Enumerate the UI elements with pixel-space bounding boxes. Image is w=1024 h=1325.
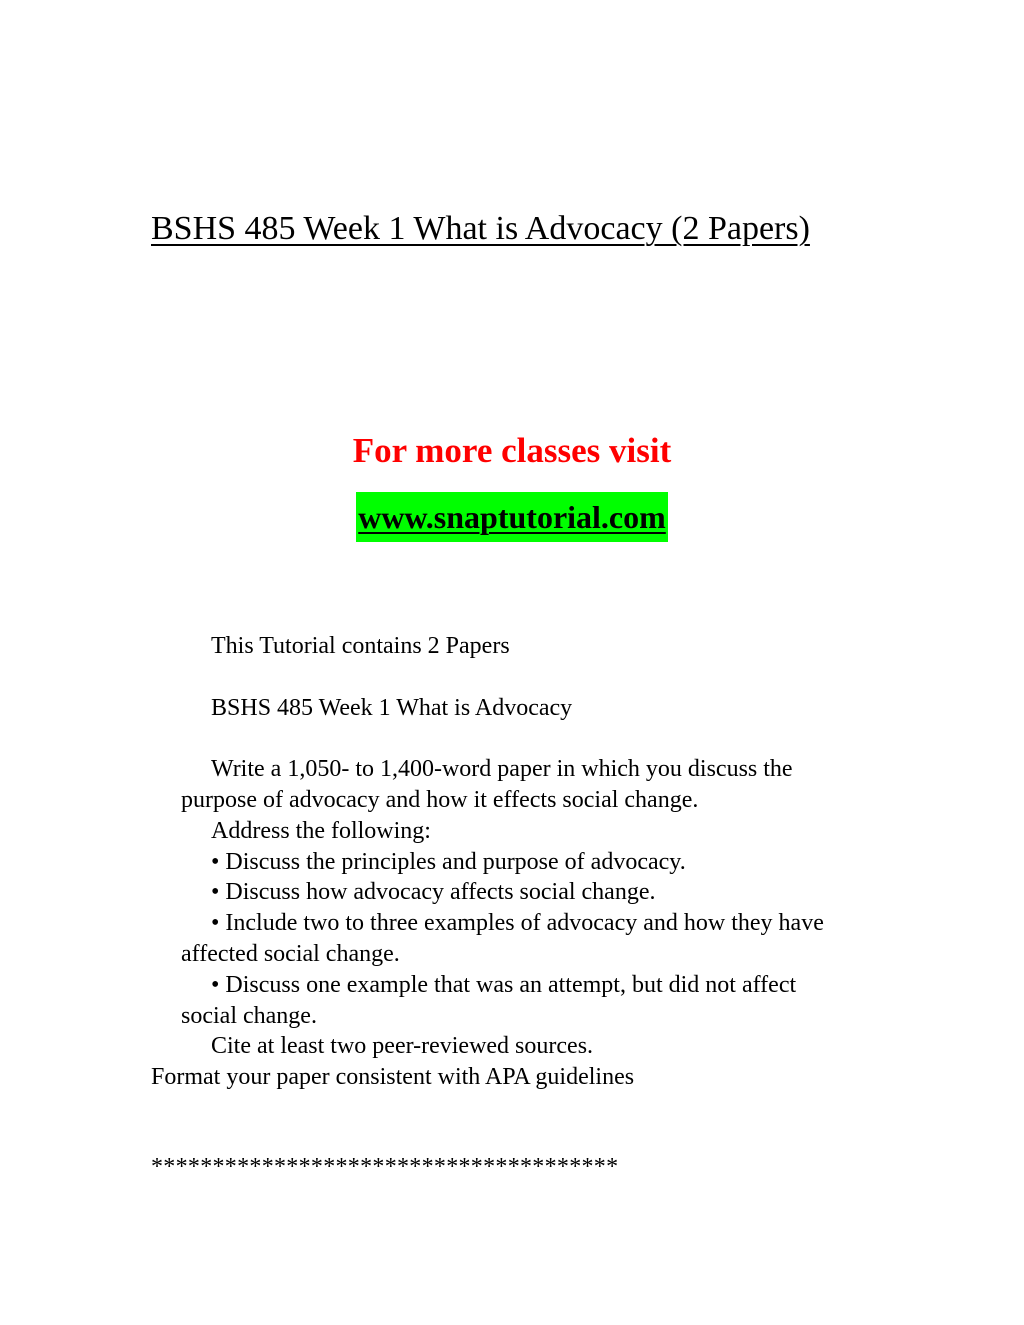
subtitle-text: BSHS 485 Week 1 What is Advocacy — [211, 695, 573, 721]
assignment-line: affected social change. — [181, 941, 400, 967]
promo-line: For more classes visit — [352, 431, 672, 470]
format-note: Format your paper consistent with APA guidelines — [151, 1064, 635, 1090]
assignment-bullet: • Include two to three examples of advocacy and how they have — [211, 910, 824, 936]
separator-line: ************************************** — [151, 1154, 619, 1180]
website-container — [0, 492, 1024, 542]
assignment-bullet: • Discuss the principles and purpose of advocacy. — [211, 849, 686, 875]
assignment-line: Address the following: — [211, 818, 431, 844]
intro-text: This Tutorial contains 2 Papers — [211, 633, 510, 659]
website-link[interactable]: www.snaptutorial.com — [356, 492, 668, 542]
assignment-line: Write a 1,050- to 1,400-word paper in which you discuss the — [211, 756, 793, 782]
assignment-line: purpose of advocacy and how it effects social change. — [181, 787, 699, 813]
assignment-bullet: • Discuss how advocacy affects social change. — [211, 879, 656, 905]
assignment-bullet: • Discuss one example that was an attempt, but did not affect — [211, 972, 797, 998]
document-title: BSHS 485 Week 1 What is Advocacy (2 Papers) — [151, 210, 810, 247]
assignment-line: social change. — [181, 1003, 317, 1029]
assignment-line: Cite at least two peer-reviewed sources. — [211, 1033, 594, 1059]
